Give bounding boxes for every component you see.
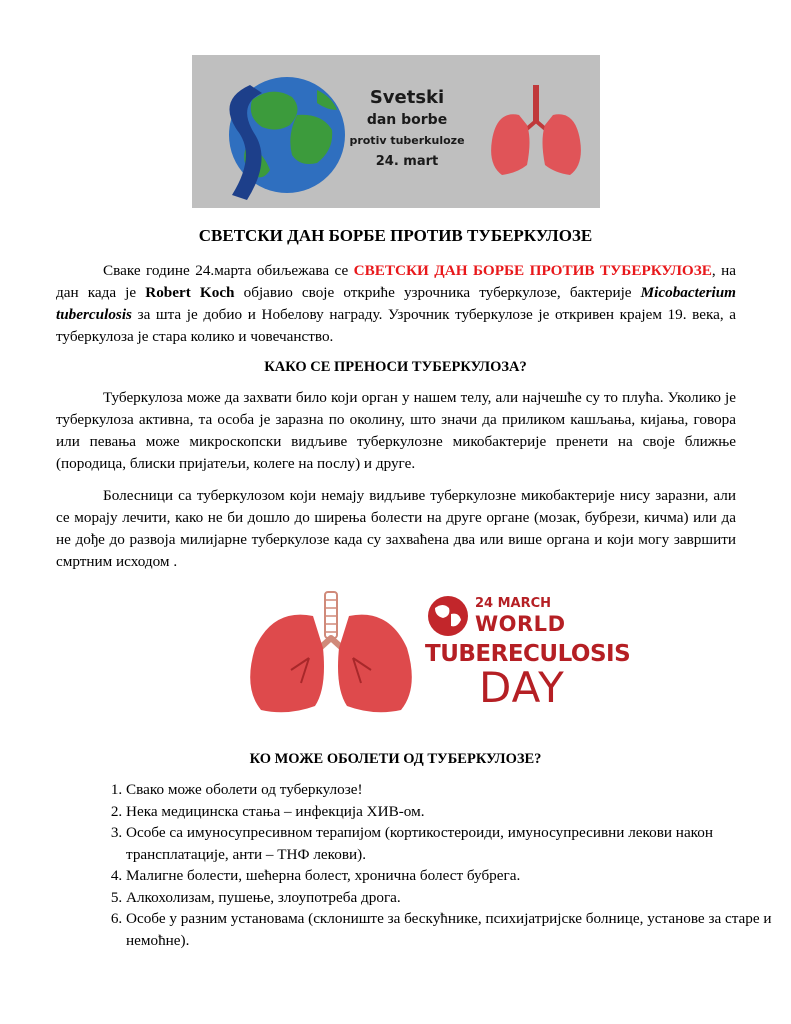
risk-groups-list (56, 779, 791, 951)
list-item: 6. Особе у разним установама (склониште за бескућнике, психијатријске болнице, установе за старе и немоћне). (126, 908, 791, 951)
intro-text-2: , на дан када је (56, 262, 736, 301)
intro-paragraph (56, 260, 736, 348)
list-item: 2. Нека медицинска стања – инфекција ХИВ-ом. (126, 801, 791, 823)
banner-line-2: dan borbe (366, 112, 448, 128)
day-line-2: WORLD (475, 612, 566, 636)
day-line-1: 24 MARCH (475, 596, 552, 611)
intro-text-3: објавио своје откриће узрочника туберкулозе, бактерије (234, 284, 641, 301)
banner-caption (332, 87, 482, 173)
list-item: 4. Малигне болести, шећерна болест, хронична болест бубрега. (126, 865, 791, 887)
day-line-3: TUBERECULOSIS (425, 641, 631, 667)
transmission-paragraph-2: Болесници са туберкулозом који немају видљиве туберкулозне микобактерије нису заразни, али се морају лечити, како не би дошло до ширења болести на друге органе (мозак, бубрези, кичма) или да не дође до развоја милијарне туберкулозе када су захваћена два или више органа и који могу завршити смртним исходом . (56, 487, 736, 570)
world-tuberculosis-day-image (243, 588, 631, 716)
section-heading-transmission: КАКО СЕ ПРЕНОСИ ТУБЕРКУЛОЗА? (264, 359, 527, 375)
day-line-4: DAY (479, 663, 565, 712)
intro-text-1: Сваке године 24.марта обиљежава се (103, 262, 354, 279)
world-tb-day-banner-image (192, 55, 600, 208)
list-item: 5. Алкохолизам, пушење, злоупотреба дрога. (126, 887, 791, 909)
intro-text-4: за шта је добио и Нобелову награду. Узрочник туберкулозе је откривен крајем 19. века, а туберкулоза је стара колико и човечанство. (56, 306, 736, 345)
banner-line-4: 24. mart (375, 154, 439, 169)
red-globe-icon (425, 594, 471, 638)
list-item: 3. Особе са имуносупресивном терапијом (кортикостероиди, имуносупресивни лекови након трансплатације, анти – ТНФ лекови). (126, 822, 791, 865)
page-title: СВЕТСКИ ДАН БОРБЕ ПРОТИВ ТУБЕРКУЛОЗЕ (198, 226, 593, 245)
lungs-icon (491, 85, 581, 175)
section-heading-who-can-get-sick: КО МОЖЕ ОБОЛЕТИ ОД ТУБЕРКУЛОЗЕ? (249, 751, 542, 767)
banner-line-3: protiv tuberkuloze (349, 134, 465, 147)
banner-line-1: Svetski (369, 87, 445, 108)
intro-koch: Robert Koch (145, 284, 235, 301)
lungs-illustration-icon (243, 588, 423, 716)
transmission-paragraph-1: Туберкулоза може да захвати било који орган у нашем телу, али најчешће су то плућа. Уколико је туберкулоза активна, та особа је заразна по околину, што значи да приликом кашљања, кијања, говора или певања може микроскопски видљиве туберкулозне микобактерије пренети на своје ближње (породица, блиски пријатељи, колеге на послу) и друге. (56, 389, 736, 472)
list-item: 1. Свако може оболети од туберкулозе! (126, 779, 791, 801)
intro-bacterium: Micobacterium tuberculosis (56, 284, 736, 323)
intro-highlight: СВЕТСКИ ДАН БОРБЕ ПРОТИВ ТУБЕРКУЛОЗЕ (353, 262, 712, 279)
